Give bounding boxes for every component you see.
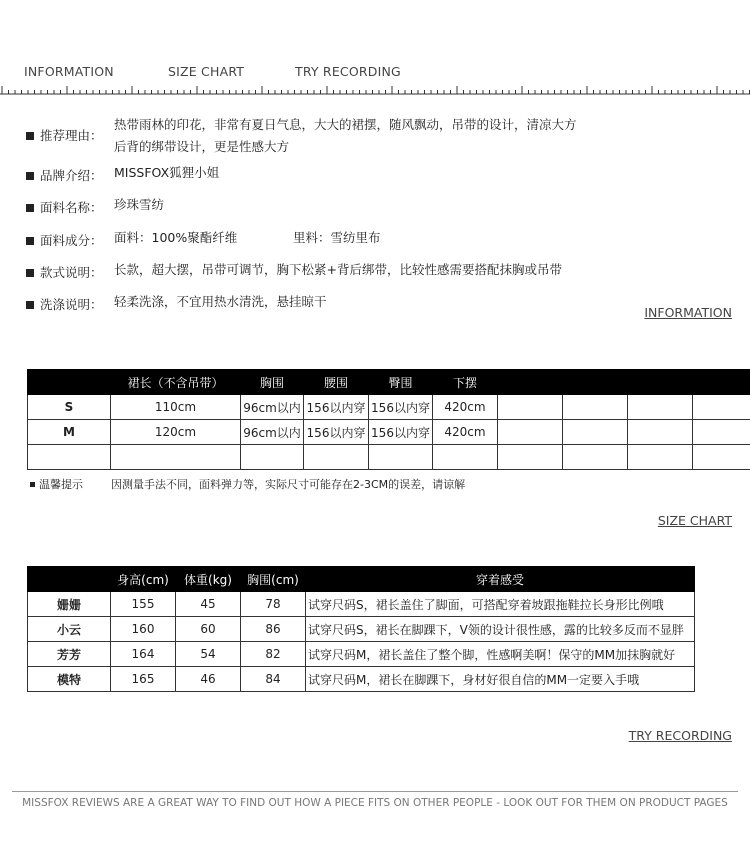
info-value: 后背的绑带设计，更是性感大方 xyxy=(114,139,290,154)
table-cell xyxy=(628,395,693,420)
table-cell: 小云 xyxy=(28,617,111,642)
table-header-cell: 下摆 xyxy=(433,370,498,395)
info-value: 面料：100%聚酯纤维 xyxy=(114,230,238,245)
table-cell xyxy=(628,445,693,470)
table-header-cell: 身高(cm) xyxy=(111,567,176,592)
table-cell xyxy=(369,445,433,470)
size-table xyxy=(27,369,750,470)
info-label: 推荐理由： xyxy=(40,128,103,143)
table-cell: 60 xyxy=(176,617,241,642)
table-cell xyxy=(111,445,241,470)
table-header-cell: 臀围 xyxy=(369,370,433,395)
info-value: 轻柔洗涤，不宜用热水清洗，悬挂晾干 xyxy=(114,294,327,309)
table-header-cell xyxy=(28,370,111,395)
table-cell: 156以内穿 xyxy=(304,395,369,420)
bullet-icon xyxy=(26,237,34,245)
table-cell: 420cm xyxy=(433,420,498,445)
table-cell xyxy=(498,395,563,420)
table-header-cell: 胸围(cm) xyxy=(241,567,306,592)
table-cell: 78 xyxy=(241,592,306,617)
footer-text: MISSFOX REVIEWS ARE A GREAT WAY TO FIND OUT HOW A PIECE FITS ON OTHER PEOPLE - LOOK OUT FOR THEM ON PRODUCT PAGES xyxy=(22,797,728,809)
table-header-cell xyxy=(498,370,563,395)
info-label: 品牌介绍： xyxy=(40,168,103,183)
table-cell: 96cm以内 xyxy=(241,395,304,420)
table-row xyxy=(28,445,750,470)
table-cell: 试穿尺码M，裙长在脚踝下，身材好很自信的MM一定要入手哦 xyxy=(306,667,695,692)
table-row xyxy=(28,617,695,642)
table-cell xyxy=(693,420,750,445)
bullet-icon xyxy=(26,204,34,212)
size-table-header xyxy=(28,370,750,395)
table-cell xyxy=(563,445,628,470)
table-cell xyxy=(498,445,563,470)
table-cell: 160 xyxy=(111,617,176,642)
try-table-header xyxy=(28,567,695,592)
section-link-size-chart[interactable]: SIZE CHART xyxy=(657,513,732,528)
table-cell: 156以内穿 xyxy=(369,420,433,445)
footer-divider xyxy=(12,791,738,792)
info-label: 面料成分： xyxy=(40,233,103,248)
table-cell: 110cm xyxy=(111,395,241,420)
info-value: 热带雨林的印花，非常有夏日气息，大大的裙摆，随风飘动，吊带的设计，清凉大方 xyxy=(114,117,577,132)
table-row xyxy=(28,592,695,617)
info-value: MISSFOX狐狸小姐 xyxy=(114,165,220,180)
table-cell: 45 xyxy=(176,592,241,617)
info-value-lining: 里料：雪纺里布 xyxy=(293,230,381,245)
table-row xyxy=(28,395,750,420)
tab-try-recording[interactable]: TRY RECORDING xyxy=(295,64,401,79)
table-header-cell: 胸围 xyxy=(241,370,304,395)
bullet-icon xyxy=(26,269,34,277)
table-header-cell xyxy=(563,370,628,395)
table-header-cell: 穿着感受 xyxy=(306,567,695,592)
table-cell xyxy=(563,420,628,445)
table-cell: 试穿尺码S，裙长盖住了脚面，可搭配穿着坡跟拖鞋拉长身形比例哦 xyxy=(306,592,695,617)
table-cell: 420cm xyxy=(433,395,498,420)
bullet-icon xyxy=(26,172,34,180)
info-value: 珍珠雪纺 xyxy=(114,197,165,212)
table-row xyxy=(28,420,750,445)
table-row xyxy=(28,642,695,667)
bullet-icon xyxy=(26,301,34,309)
table-cell: 姗姗 xyxy=(28,592,111,617)
table-cell: 96cm以内 xyxy=(241,420,304,445)
table-cell: M xyxy=(28,420,111,445)
size-note xyxy=(30,476,465,492)
try-table xyxy=(27,566,695,692)
bullet-icon xyxy=(26,132,34,140)
table-cell: S xyxy=(28,395,111,420)
tab-size-chart[interactable]: SIZE CHART xyxy=(168,64,245,79)
table-cell: 试穿尺码M，裙长盖住了整个脚，性感啊美啊！保守的MM加抹胸就好 xyxy=(306,642,695,667)
table-cell: 155 xyxy=(111,592,176,617)
info-label: 面料名称： xyxy=(40,200,103,215)
table-cell xyxy=(498,420,563,445)
table-row xyxy=(28,667,695,692)
info-label: 款式说明： xyxy=(40,265,103,280)
info-value: 长款，超大摆，吊带可调节，胸下松紧+背后绑带，比较性感需要搭配抹胸或吊带 xyxy=(114,262,562,277)
info-label: 洗涤说明： xyxy=(40,297,103,312)
table-cell: 156以内穿 xyxy=(369,395,433,420)
table-cell: 165 xyxy=(111,667,176,692)
section-link-try-recording[interactable]: TRY RECORDING xyxy=(628,728,732,743)
note-text: 因测量手法不同，面料弹力等，实际尺寸可能存在2-3CM的误差，请谅解 xyxy=(111,478,466,491)
ruler-divider xyxy=(0,86,750,98)
table-cell xyxy=(628,420,693,445)
table-header-cell: 体重(kg) xyxy=(176,567,241,592)
table-cell xyxy=(304,445,369,470)
table-cell xyxy=(693,395,750,420)
table-header-cell xyxy=(628,370,693,395)
table-cell xyxy=(693,445,750,470)
table-cell: 46 xyxy=(176,667,241,692)
table-cell: 54 xyxy=(176,642,241,667)
table-cell: 模特 xyxy=(28,667,111,692)
table-header-cell: 腰围 xyxy=(304,370,369,395)
table-header-cell xyxy=(28,567,111,592)
table-cell: 84 xyxy=(241,667,306,692)
table-header-cell: 裙长（不含吊带） xyxy=(111,370,241,395)
bullet-icon xyxy=(30,482,35,487)
table-cell xyxy=(241,445,304,470)
table-header-cell xyxy=(693,370,750,395)
table-cell xyxy=(563,395,628,420)
table-cell: 164 xyxy=(111,642,176,667)
tab-information[interactable]: INFORMATION xyxy=(24,64,114,79)
table-cell: 86 xyxy=(241,617,306,642)
table-cell: 芳芳 xyxy=(28,642,111,667)
note-label: 温馨提示 xyxy=(39,478,83,491)
table-cell xyxy=(433,445,498,470)
table-cell xyxy=(28,445,111,470)
table-cell: 120cm xyxy=(111,420,241,445)
table-cell: 156以内穿 xyxy=(304,420,369,445)
table-cell: 82 xyxy=(241,642,306,667)
table-cell: 试穿尺码S，裙长在脚踝下，V领的设计很性感，露的比较多反而不显胖 xyxy=(306,617,695,642)
section-link-information[interactable]: INFORMATION xyxy=(644,305,732,320)
